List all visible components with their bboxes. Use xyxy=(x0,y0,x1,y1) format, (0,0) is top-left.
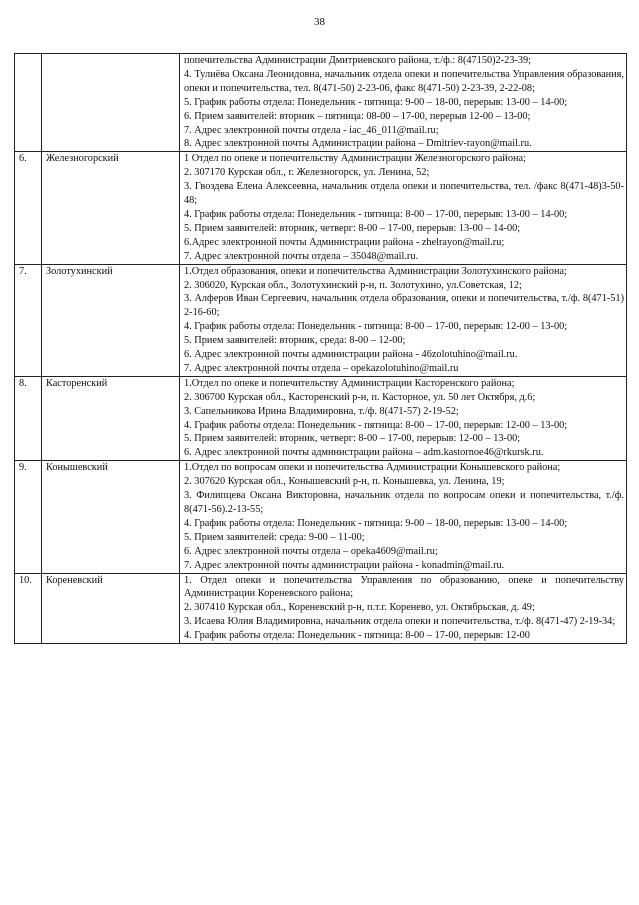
info-line: 7. Адрес электронной почты отдела – 35048@mail.ru. xyxy=(184,250,419,262)
district-name xyxy=(42,54,180,152)
info-line: 4. График работы отдела: Понедельник - пятница: 9-00 – 18-00, перерыв: 13-00 – 14-00; xyxy=(184,517,568,529)
info-line: 3. Гвоздева Елена Алексеевна, начальник отдела опеки и попечительства, тел. /факс 8(471-48)3-50-48; xyxy=(184,181,624,207)
district-info xyxy=(180,152,627,264)
info-line: 2. 306700 Курская обл., Касторенский р-н, п. Касторное, ул. 50 лет Октября, д.6; xyxy=(184,391,536,403)
info-line: 2. 307170 Курская обл., г. Железногорск, ул. Ленина, 52; xyxy=(184,167,430,179)
info-line: 8. Адрес электронной почты Администрации района – Dmitriev-rayon@mail.ru. xyxy=(184,138,532,150)
info-line: 4. График работы отдела: Понедельник - пятница: 8-00 – 17-00, перерыв: 12-00 – 13-00; xyxy=(184,419,568,431)
info-line: 1. Отдел опеки и попечительства Управления по образованию, опеке и попечительству Администрации Кореневского района; xyxy=(184,574,624,600)
district-name: Кореневский xyxy=(42,573,180,644)
info-line: 6. Прием заявителей: вторник – пятница: 08-00 – 17-00, перерыв 12-00 – 13-00; xyxy=(184,110,531,122)
table-row xyxy=(15,152,627,264)
district-info xyxy=(180,54,627,152)
info-line: 7. Адрес электронной почты отдела - iac_46_011@mail.ru; xyxy=(184,124,439,136)
info-line: 2. 306020, Курская обл., Золотухинский р-н, п. Золотухино, ул.Советская, 12; xyxy=(184,279,522,291)
info-line: 2. 307410 Курская обл., Кореневский р-н, п.т.г. Коренево, ул. Октябрьская, д. 49; xyxy=(184,602,535,614)
table-row xyxy=(15,376,627,460)
info-line: 1 Отдел по опеке и попечительству Администрации Железногорского района; xyxy=(184,153,526,165)
info-line: 2. 307620 Курская обл., Конышевский р-н, п. Конышевка, ул. Ленина, 19; xyxy=(184,476,505,488)
row-number: 7. xyxy=(15,264,42,376)
row-number: 10. xyxy=(15,573,42,644)
row-number: 8. xyxy=(15,376,42,460)
info-line: 4. График работы отдела: Понедельник - пятница: 8-00 – 17-00, перерыв: 12-00 – 13-00; xyxy=(184,321,568,333)
info-line: 4. График работы отдела: Понедельник - пятница: 8-00 – 17-00, перерыв: 13-00 – 14-00; xyxy=(184,208,568,220)
table-row xyxy=(15,573,627,644)
info-line: 5. Прием заявителей: вторник, четверг: 8-00 – 17-00, перерыв: 13-00 – 14-00; xyxy=(184,222,521,234)
table-row xyxy=(15,461,627,573)
district-info xyxy=(180,264,627,376)
info-line: 5. Прием заявителей: вторник, среда: 8-00 – 12-00; xyxy=(184,335,406,347)
info-line: 4. График работы отдела: Понедельник - пятница: 8-00 – 17-00, перерыв: 12-00 xyxy=(184,630,530,642)
row-number: 9. xyxy=(15,461,42,573)
district-name: Конышевский xyxy=(42,461,180,573)
info-line: 1.Отдел образования, опеки и попечительства Администрации Золотухинского района; xyxy=(184,265,567,277)
info-line: 7. Адрес электронной почты администрации района - konadmin@mail.ru. xyxy=(184,559,505,571)
page-number: 38 xyxy=(314,16,325,28)
table-row xyxy=(15,54,627,152)
info-line: 3. Филипцева Оксана Викторовна, начальник отдела по вопросам опеки и попечительства, т./ф. 8(471-56).2-13-55; xyxy=(184,490,624,515)
info-line: 3. Исаева Юлия Владимировна, начальник отдела опеки и попечительства, т./ф. 8(471-47) 2-19-34; xyxy=(184,616,616,628)
district-name: Золотухинский xyxy=(42,264,180,376)
info-line: 4. Тулиёва Оксана Леонидовна, начальник отдела опеки и попечительства Управления образования, опеки и попечительства, тел. 8(471-50) 2-23-06, факс 8(471-50) 2-23-39, 2-22-08; xyxy=(184,68,624,94)
info-line: 6.Адрес электронной почты Администрации района - zhelrayon@mail.ru; xyxy=(184,236,505,248)
info-line: 6. Адрес электронной почты отдела – opeka4609@mail.ru; xyxy=(184,545,438,557)
row-number xyxy=(15,54,42,152)
table-row xyxy=(15,264,627,376)
info-line: 1.Отдел по опеке и попечительству Администрации Касторенского района; xyxy=(184,377,515,389)
info-line: 3. Сапельникова Ирина Владимировна, т./ф. 8(471-57) 2-19-52; xyxy=(184,405,459,417)
row-number: 6. xyxy=(15,152,42,264)
info-line: 5. График работы отдела: Понедельник - пятница: 9-00 – 18-00, перерыв: 13-00 – 14-00; xyxy=(184,96,568,108)
district-info xyxy=(180,573,627,644)
info-line: 7. Адрес электронной почты отдела – opekazolotuhino@mail.ru xyxy=(184,362,459,374)
info-line: попечительства Администрации Дмитриевского района, т./ф.: 8(47150)2-23-39; xyxy=(184,55,532,66)
info-line: 6. Адрес электронной почты администрации района – adm.kastornoe46@rkursk.ru. xyxy=(184,447,544,459)
guardianship-departments-table xyxy=(14,53,627,644)
info-line: 5. Прием заявителей: среда: 9-00 – 11-00; xyxy=(184,531,365,543)
info-line: 6. Адрес электронной почты администрации района - 46zolotuhino@mail.ru. xyxy=(184,349,518,361)
info-line: 5. Прием заявителей: вторник, четверг: 8-00 – 17-00, перерыв: 12-00 – 13-00; xyxy=(184,433,521,445)
info-line: 1.Отдел по вопросам опеки и попечительства Администрации Конышевского района; xyxy=(184,462,561,474)
district-info xyxy=(180,461,627,573)
district-name: Касторенский xyxy=(42,376,180,460)
district-info xyxy=(180,376,627,460)
district-name: Железногорский xyxy=(42,152,180,264)
info-line: 3. Алферов Иван Сергеевич, начальник отдела образования, опеки и попечительства, т./ф. 8(471-51) 2-16-60; xyxy=(184,293,624,319)
